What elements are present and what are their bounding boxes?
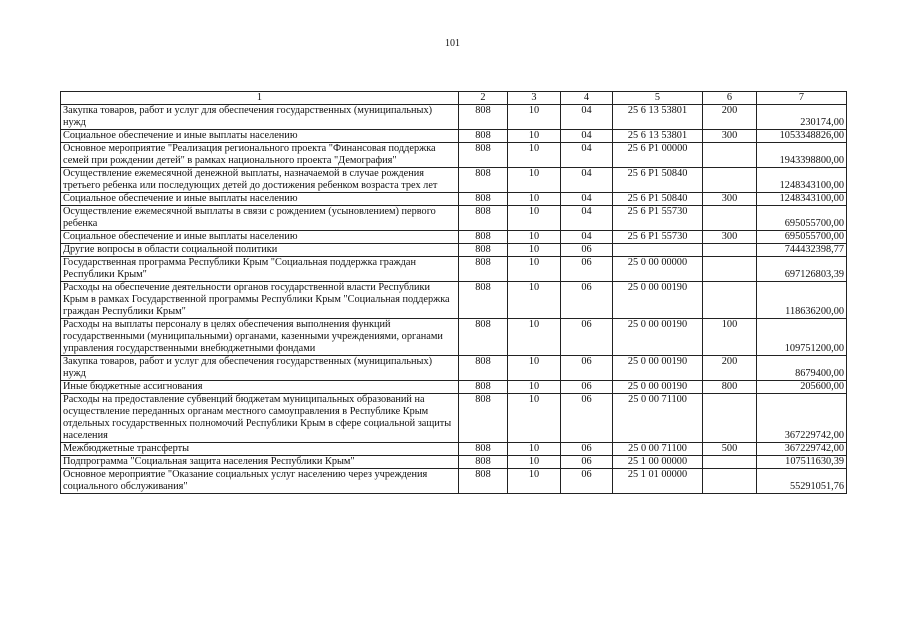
row-name: Подпрограмма "Социальная защита населения Республики Крым" xyxy=(61,456,459,469)
target-article-code: 25 0 00 71100 xyxy=(613,394,703,443)
amount-cell: 8679400,00 xyxy=(757,356,847,381)
subsection-code: 06 xyxy=(561,257,613,282)
amount-cell: 697126803,39 xyxy=(757,257,847,282)
subsection-code: 04 xyxy=(561,193,613,206)
column-header: 7 xyxy=(757,92,847,105)
target-article-code: 25 6 P1 50840 xyxy=(613,193,703,206)
subsection-code: 04 xyxy=(561,130,613,143)
column-header: 5 xyxy=(613,92,703,105)
target-article-code: 25 1 01 00000 xyxy=(613,469,703,494)
table-row xyxy=(61,356,847,381)
row-name: Расходы на выплаты персоналу в целях обеспечения выполнения функций государственными (муниципальными) органами, казенными учреждениями, органами управления государственными внебюджетными фондами xyxy=(61,319,459,356)
table-row xyxy=(61,244,847,257)
section-code: 10 xyxy=(508,257,561,282)
table-row xyxy=(61,282,847,319)
target-article-code: 25 0 00 00190 xyxy=(613,356,703,381)
amount-cell: 107511630,39 xyxy=(757,456,847,469)
row-name: Расходы на предоставление субвенций бюджетам муниципальных образований на осуществление переданных органам местного самоуправления в Республике Крым отдельных государственных полномочий Республики Крым в сфере социальной защиты населения xyxy=(61,394,459,443)
table-row xyxy=(61,257,847,282)
expense-type-code: 300 xyxy=(703,193,757,206)
amount-cell: 118636200,00 xyxy=(757,282,847,319)
budget-table xyxy=(60,91,847,494)
target-article-code: 25 0 00 00190 xyxy=(613,381,703,394)
ministry-code: 808 xyxy=(459,469,508,494)
table-row xyxy=(61,443,847,456)
ministry-code: 808 xyxy=(459,319,508,356)
amount-cell: 230174,00 xyxy=(757,105,847,130)
amount-cell: 1248343100,00 xyxy=(757,168,847,193)
expense-type-code: 500 xyxy=(703,443,757,456)
amount-cell: 205600,00 xyxy=(757,381,847,394)
ministry-code: 808 xyxy=(459,394,508,443)
row-name: Расходы на обеспечение деятельности органов государственной власти Республики Крым в рамках Государственной программы Республики Крым "Социальная поддержка граждан Республики Крым" xyxy=(61,282,459,319)
expense-type-code: 100 xyxy=(703,319,757,356)
ministry-code: 808 xyxy=(459,206,508,231)
ministry-code: 808 xyxy=(459,143,508,168)
section-code: 10 xyxy=(508,105,561,130)
target-article-code: 25 6 P1 00000 xyxy=(613,143,703,168)
ministry-code: 808 xyxy=(459,105,508,130)
subsection-code: 04 xyxy=(561,105,613,130)
target-article-code: 25 0 00 00190 xyxy=(613,319,703,356)
row-name: Закупка товаров, работ и услуг для обеспечения государственных (муниципальных) нужд xyxy=(61,105,459,130)
subsection-code: 06 xyxy=(561,319,613,356)
subsection-code: 06 xyxy=(561,443,613,456)
amount-cell: 55291051,76 xyxy=(757,469,847,494)
ministry-code: 808 xyxy=(459,130,508,143)
column-header: 4 xyxy=(561,92,613,105)
expense-type-code xyxy=(703,244,757,257)
expense-type-code: 300 xyxy=(703,130,757,143)
table-row xyxy=(61,143,847,168)
expense-type-code: 800 xyxy=(703,381,757,394)
table-row xyxy=(61,193,847,206)
subsection-code: 04 xyxy=(561,231,613,244)
amount-cell: 367229742,00 xyxy=(757,394,847,443)
section-code: 10 xyxy=(508,130,561,143)
subsection-code: 06 xyxy=(561,394,613,443)
section-code: 10 xyxy=(508,443,561,456)
section-code: 10 xyxy=(508,244,561,257)
table-row xyxy=(61,319,847,356)
table-row xyxy=(61,206,847,231)
section-code: 10 xyxy=(508,206,561,231)
subsection-code: 06 xyxy=(561,381,613,394)
target-article-code: 25 0 00 71100 xyxy=(613,443,703,456)
target-article-code: 25 0 00 00190 xyxy=(613,282,703,319)
target-article-code: 25 6 13 53801 xyxy=(613,105,703,130)
section-code: 10 xyxy=(508,231,561,244)
target-article-code: 25 1 00 00000 xyxy=(613,456,703,469)
row-name: Осуществление ежемесячной выплаты в связи с рождением (усыновлением) первого ребенка xyxy=(61,206,459,231)
row-name: Иные бюджетные ассигнования xyxy=(61,381,459,394)
expense-type-code: 200 xyxy=(703,105,757,130)
ministry-code: 808 xyxy=(459,193,508,206)
row-name: Основное мероприятие "Реализация регионального проекта "Финансовая поддержка семей при рождении детей" в рамках национального проекта "Демография" xyxy=(61,143,459,168)
target-article-code: 25 6 P1 55730 xyxy=(613,206,703,231)
subsection-code: 04 xyxy=(561,168,613,193)
section-code: 10 xyxy=(508,356,561,381)
target-article-code: 25 0 00 00000 xyxy=(613,257,703,282)
ministry-code: 808 xyxy=(459,231,508,244)
table-row xyxy=(61,394,847,443)
ministry-code: 808 xyxy=(459,356,508,381)
subsection-code: 04 xyxy=(561,143,613,168)
amount-cell: 1248343100,00 xyxy=(757,193,847,206)
section-code: 10 xyxy=(508,319,561,356)
section-code: 10 xyxy=(508,282,561,319)
table-row xyxy=(61,168,847,193)
column-header: 3 xyxy=(508,92,561,105)
row-name: Другие вопросы в области социальной политики xyxy=(61,244,459,257)
amount-cell: 109751200,00 xyxy=(757,319,847,356)
expense-type-code: 200 xyxy=(703,356,757,381)
subsection-code: 06 xyxy=(561,469,613,494)
target-article-code: 25 6 P1 55730 xyxy=(613,231,703,244)
row-name: Закупка товаров, работ и услуг для обеспечения государственных (муниципальных) нужд xyxy=(61,356,459,381)
subsection-code: 06 xyxy=(561,244,613,257)
table-row xyxy=(61,381,847,394)
expense-type-code xyxy=(703,206,757,231)
ministry-code: 808 xyxy=(459,381,508,394)
table-row xyxy=(61,456,847,469)
table-row xyxy=(61,469,847,494)
target-article-code xyxy=(613,244,703,257)
ministry-code: 808 xyxy=(459,443,508,456)
ministry-code: 808 xyxy=(459,456,508,469)
expense-type-code xyxy=(703,469,757,494)
amount-cell: 1943398800,00 xyxy=(757,143,847,168)
ministry-code: 808 xyxy=(459,168,508,193)
amount-cell: 744432398,77 xyxy=(757,244,847,257)
section-code: 10 xyxy=(508,193,561,206)
section-code: 10 xyxy=(508,456,561,469)
subsection-code: 04 xyxy=(561,206,613,231)
section-code: 10 xyxy=(508,394,561,443)
ministry-code: 808 xyxy=(459,282,508,319)
amount-cell: 1053348826,00 xyxy=(757,130,847,143)
table-row xyxy=(61,105,847,130)
expense-type-code xyxy=(703,282,757,319)
row-name: Социальное обеспечение и иные выплаты населению xyxy=(61,193,459,206)
section-code: 10 xyxy=(508,143,561,168)
row-name: Основное мероприятие "Оказание социальных услуг населению через учреждения социального обслуживания" xyxy=(61,469,459,494)
expense-type-code xyxy=(703,257,757,282)
target-article-code: 25 6 13 53801 xyxy=(613,130,703,143)
column-header: 1 xyxy=(61,92,459,105)
row-name: Осуществление ежемесячной денежной выплаты, назначаемой в случае рождения третьего ребенка или последующих детей до достижения ребенком возраста трех лет xyxy=(61,168,459,193)
expense-type-code xyxy=(703,456,757,469)
expense-type-code: 300 xyxy=(703,231,757,244)
page-number: 101 xyxy=(445,38,460,49)
column-number-header xyxy=(61,92,847,105)
row-name: Межбюджетные трансферты xyxy=(61,443,459,456)
section-code: 10 xyxy=(508,168,561,193)
column-header: 2 xyxy=(459,92,508,105)
expense-type-code xyxy=(703,394,757,443)
row-name: Государственная программа Республики Крым "Социальная поддержка граждан Республики Крым" xyxy=(61,257,459,282)
subsection-code: 06 xyxy=(561,456,613,469)
table-row xyxy=(61,130,847,143)
ministry-code: 808 xyxy=(459,257,508,282)
section-code: 10 xyxy=(508,381,561,394)
row-name: Социальное обеспечение и иные выплаты населению xyxy=(61,231,459,244)
expense-type-code xyxy=(703,168,757,193)
expense-type-code xyxy=(703,143,757,168)
row-name: Социальное обеспечение и иные выплаты населению xyxy=(61,130,459,143)
amount-cell: 367229742,00 xyxy=(757,443,847,456)
table-row xyxy=(61,231,847,244)
column-header: 6 xyxy=(703,92,757,105)
subsection-code: 06 xyxy=(561,282,613,319)
subsection-code: 06 xyxy=(561,356,613,381)
target-article-code: 25 6 P1 50840 xyxy=(613,168,703,193)
amount-cell: 695055700,00 xyxy=(757,206,847,231)
ministry-code: 808 xyxy=(459,244,508,257)
amount-cell: 695055700,00 xyxy=(757,231,847,244)
section-code: 10 xyxy=(508,469,561,494)
